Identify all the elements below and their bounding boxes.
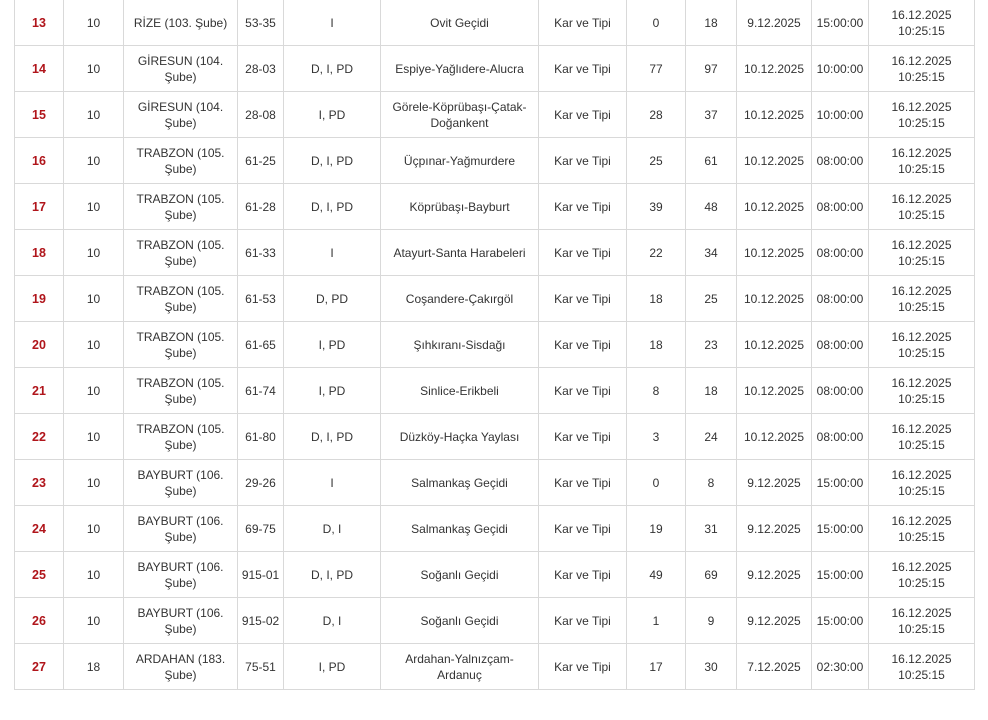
branch-cell: ARDAHAN (183. Şube) <box>124 644 238 690</box>
table-body <box>15 0 975 690</box>
road-section-cell: Coşandere-Çakırgöl <box>381 276 539 322</box>
closure-type-cell: D, I <box>284 598 381 644</box>
closure-date-cell: 9.12.2025 <box>737 552 812 598</box>
closure-type-cell: D, I, PD <box>284 552 381 598</box>
km-end-cell: 24 <box>686 414 737 460</box>
km-end-cell: 9 <box>686 598 737 644</box>
update-time-cell: 16.12.2025 10:25:15 <box>869 552 975 598</box>
closure-type-cell: I, PD <box>284 644 381 690</box>
km-end-cell: 31 <box>686 506 737 552</box>
row-index: 23 <box>15 460 64 506</box>
closure-time-cell: 15:00:00 <box>812 506 869 552</box>
road-section-cell: Salmankaş Geçidi <box>381 506 539 552</box>
closure-date-cell: 9.12.2025 <box>737 0 812 46</box>
road-section-cell: Ardahan-Yalnızçam-Ardanuç <box>381 644 539 690</box>
road-number-cell: 69-75 <box>238 506 284 552</box>
closure-type-cell: D, I <box>284 506 381 552</box>
table-row <box>15 138 975 184</box>
km-end-cell: 18 <box>686 0 737 46</box>
cause-cell: Kar ve Tipi <box>539 460 627 506</box>
road-number-cell: 61-28 <box>238 184 284 230</box>
table-row <box>15 46 975 92</box>
km-end-cell: 61 <box>686 138 737 184</box>
km-start-cell: 77 <box>627 46 686 92</box>
road-number-cell: 915-01 <box>238 552 284 598</box>
closure-type-cell: D, I, PD <box>284 184 381 230</box>
closure-date-cell: 10.12.2025 <box>737 368 812 414</box>
closure-time-cell: 15:00:00 <box>812 552 869 598</box>
km-end-cell: 8 <box>686 460 737 506</box>
branch-cell: TRABZON (105. Şube) <box>124 276 238 322</box>
km-end-cell: 23 <box>686 322 737 368</box>
road-section-cell: Espiye-Yağlıdere-Alucra <box>381 46 539 92</box>
cause-cell: Kar ve Tipi <box>539 92 627 138</box>
cause-cell: Kar ve Tipi <box>539 322 627 368</box>
update-time-cell: 16.12.2025 10:25:15 <box>869 92 975 138</box>
closure-time-cell: 15:00:00 <box>812 598 869 644</box>
row-index: 27 <box>15 644 64 690</box>
region-cell: 10 <box>64 368 124 414</box>
km-start-cell: 28 <box>627 92 686 138</box>
closure-date-cell: 9.12.2025 <box>737 598 812 644</box>
km-end-cell: 97 <box>686 46 737 92</box>
km-start-cell: 3 <box>627 414 686 460</box>
closure-time-cell: 10:00:00 <box>812 46 869 92</box>
cause-cell: Kar ve Tipi <box>539 644 627 690</box>
region-cell: 18 <box>64 644 124 690</box>
road-number-cell: 75-51 <box>238 644 284 690</box>
update-time-cell: 16.12.2025 10:25:15 <box>869 0 975 46</box>
cause-cell: Kar ve Tipi <box>539 230 627 276</box>
road-section-cell: Soğanlı Geçidi <box>381 598 539 644</box>
closure-date-cell: 10.12.2025 <box>737 184 812 230</box>
road-section-cell: Sinlice-Erikbeli <box>381 368 539 414</box>
closure-date-cell: 7.12.2025 <box>737 644 812 690</box>
branch-cell: TRABZON (105. Şube) <box>124 230 238 276</box>
km-start-cell: 17 <box>627 644 686 690</box>
closure-type-cell: I, PD <box>284 368 381 414</box>
road-section-cell: Köprübaşı-Bayburt <box>381 184 539 230</box>
closure-date-cell: 10.12.2025 <box>737 230 812 276</box>
closure-type-cell: I, PD <box>284 322 381 368</box>
cause-cell: Kar ve Tipi <box>539 138 627 184</box>
km-start-cell: 49 <box>627 552 686 598</box>
km-end-cell: 69 <box>686 552 737 598</box>
row-index: 13 <box>15 0 64 46</box>
region-cell: 10 <box>64 138 124 184</box>
update-time-cell: 16.12.2025 10:25:15 <box>869 368 975 414</box>
region-cell: 10 <box>64 460 124 506</box>
branch-cell: TRABZON (105. Şube) <box>124 414 238 460</box>
road-number-cell: 29-26 <box>238 460 284 506</box>
region-cell: 10 <box>64 184 124 230</box>
region-cell: 10 <box>64 414 124 460</box>
region-cell: 10 <box>64 92 124 138</box>
closure-type-cell: D, I, PD <box>284 138 381 184</box>
road-number-cell: 61-33 <box>238 230 284 276</box>
km-start-cell: 1 <box>627 598 686 644</box>
road-number-cell: 61-74 <box>238 368 284 414</box>
road-number-cell: 915-02 <box>238 598 284 644</box>
branch-cell: BAYBURT (106. Şube) <box>124 598 238 644</box>
road-section-cell: Atayurt-Santa Harabeleri <box>381 230 539 276</box>
table-row <box>15 414 975 460</box>
cause-cell: Kar ve Tipi <box>539 552 627 598</box>
branch-cell: RİZE (103. Şube) <box>124 0 238 46</box>
road-number-cell: 53-35 <box>238 0 284 46</box>
closure-time-cell: 08:00:00 <box>812 230 869 276</box>
row-index: 26 <box>15 598 64 644</box>
road-closures-table <box>14 0 975 690</box>
road-section-cell: Üçpınar-Yağmurdere <box>381 138 539 184</box>
closure-date-cell: 10.12.2025 <box>737 322 812 368</box>
table-row <box>15 552 975 598</box>
km-start-cell: 22 <box>627 230 686 276</box>
closure-date-cell: 10.12.2025 <box>737 276 812 322</box>
row-index: 14 <box>15 46 64 92</box>
region-cell: 10 <box>64 0 124 46</box>
closure-type-cell: I <box>284 230 381 276</box>
update-time-cell: 16.12.2025 10:25:15 <box>869 46 975 92</box>
road-section-cell: Soğanlı Geçidi <box>381 552 539 598</box>
km-end-cell: 48 <box>686 184 737 230</box>
closure-time-cell: 15:00:00 <box>812 460 869 506</box>
cause-cell: Kar ve Tipi <box>539 506 627 552</box>
road-number-cell: 61-65 <box>238 322 284 368</box>
closure-date-cell: 10.12.2025 <box>737 92 812 138</box>
table-row <box>15 184 975 230</box>
branch-cell: BAYBURT (106. Şube) <box>124 552 238 598</box>
closure-type-cell: D, PD <box>284 276 381 322</box>
row-index: 25 <box>15 552 64 598</box>
road-number-cell: 28-03 <box>238 46 284 92</box>
branch-cell: TRABZON (105. Şube) <box>124 322 238 368</box>
closure-time-cell: 08:00:00 <box>812 276 869 322</box>
table-row <box>15 92 975 138</box>
table-row <box>15 0 975 46</box>
region-cell: 10 <box>64 598 124 644</box>
closure-type-cell: D, I, PD <box>284 46 381 92</box>
closure-type-cell: I <box>284 460 381 506</box>
closure-date-cell: 9.12.2025 <box>737 460 812 506</box>
closure-time-cell: 10:00:00 <box>812 92 869 138</box>
km-start-cell: 18 <box>627 322 686 368</box>
closure-time-cell: 02:30:00 <box>812 644 869 690</box>
km-end-cell: 18 <box>686 368 737 414</box>
closure-date-cell: 9.12.2025 <box>737 506 812 552</box>
closure-type-cell: I, PD <box>284 92 381 138</box>
road-number-cell: 61-25 <box>238 138 284 184</box>
row-index: 18 <box>15 230 64 276</box>
branch-cell: GİRESUN (104. Şube) <box>124 92 238 138</box>
closure-time-cell: 08:00:00 <box>812 414 869 460</box>
road-section-cell: Salmankaş Geçidi <box>381 460 539 506</box>
road-section-cell: Şıhkıranı-Sisdağı <box>381 322 539 368</box>
closure-time-cell: 08:00:00 <box>812 184 869 230</box>
row-index: 20 <box>15 322 64 368</box>
table-row <box>15 644 975 690</box>
branch-cell: BAYBURT (106. Şube) <box>124 460 238 506</box>
km-start-cell: 19 <box>627 506 686 552</box>
closure-type-cell: I <box>284 0 381 46</box>
road-number-cell: 61-80 <box>238 414 284 460</box>
cause-cell: Kar ve Tipi <box>539 598 627 644</box>
km-end-cell: 30 <box>686 644 737 690</box>
closure-time-cell: 08:00:00 <box>812 368 869 414</box>
region-cell: 10 <box>64 322 124 368</box>
road-section-cell: Ovit Geçidi <box>381 0 539 46</box>
closure-type-cell: D, I, PD <box>284 414 381 460</box>
region-cell: 10 <box>64 552 124 598</box>
closure-time-cell: 08:00:00 <box>812 322 869 368</box>
table-row <box>15 598 975 644</box>
region-cell: 10 <box>64 506 124 552</box>
km-start-cell: 25 <box>627 138 686 184</box>
update-time-cell: 16.12.2025 10:25:15 <box>869 276 975 322</box>
cause-cell: Kar ve Tipi <box>539 46 627 92</box>
update-time-cell: 16.12.2025 10:25:15 <box>869 414 975 460</box>
cause-cell: Kar ve Tipi <box>539 368 627 414</box>
update-time-cell: 16.12.2025 10:25:15 <box>869 460 975 506</box>
update-time-cell: 16.12.2025 10:25:15 <box>869 644 975 690</box>
region-cell: 10 <box>64 46 124 92</box>
cause-cell: Kar ve Tipi <box>539 414 627 460</box>
km-end-cell: 37 <box>686 92 737 138</box>
branch-cell: TRABZON (105. Şube) <box>124 184 238 230</box>
road-section-cell: Düzköy-Haçka Yaylası <box>381 414 539 460</box>
closure-time-cell: 15:00:00 <box>812 0 869 46</box>
cause-cell: Kar ve Tipi <box>539 0 627 46</box>
cause-cell: Kar ve Tipi <box>539 184 627 230</box>
branch-cell: TRABZON (105. Şube) <box>124 368 238 414</box>
km-start-cell: 0 <box>627 460 686 506</box>
road-number-cell: 61-53 <box>238 276 284 322</box>
km-start-cell: 39 <box>627 184 686 230</box>
cause-cell: Kar ve Tipi <box>539 276 627 322</box>
region-cell: 10 <box>64 230 124 276</box>
branch-cell: GİRESUN (104. Şube) <box>124 46 238 92</box>
table-row <box>15 506 975 552</box>
km-start-cell: 18 <box>627 276 686 322</box>
km-end-cell: 25 <box>686 276 737 322</box>
road-closures-table-container <box>14 0 974 690</box>
row-index: 16 <box>15 138 64 184</box>
region-cell: 10 <box>64 276 124 322</box>
update-time-cell: 16.12.2025 10:25:15 <box>869 138 975 184</box>
branch-cell: TRABZON (105. Şube) <box>124 138 238 184</box>
km-start-cell: 0 <box>627 0 686 46</box>
table-row <box>15 230 975 276</box>
closure-date-cell: 10.12.2025 <box>737 138 812 184</box>
update-time-cell: 16.12.2025 10:25:15 <box>869 598 975 644</box>
row-index: 17 <box>15 184 64 230</box>
update-time-cell: 16.12.2025 10:25:15 <box>869 506 975 552</box>
row-index: 24 <box>15 506 64 552</box>
road-number-cell: 28-08 <box>238 92 284 138</box>
closure-time-cell: 08:00:00 <box>812 138 869 184</box>
km-end-cell: 34 <box>686 230 737 276</box>
table-row <box>15 460 975 506</box>
row-index: 21 <box>15 368 64 414</box>
row-index: 22 <box>15 414 64 460</box>
table-row <box>15 276 975 322</box>
table-row <box>15 322 975 368</box>
row-index: 15 <box>15 92 64 138</box>
road-section-cell: Görele-Köprübaşı-Çatak-Doğankent <box>381 92 539 138</box>
update-time-cell: 16.12.2025 10:25:15 <box>869 230 975 276</box>
table-row <box>15 368 975 414</box>
closure-date-cell: 10.12.2025 <box>737 46 812 92</box>
km-start-cell: 8 <box>627 368 686 414</box>
branch-cell: BAYBURT (106. Şube) <box>124 506 238 552</box>
update-time-cell: 16.12.2025 10:25:15 <box>869 322 975 368</box>
update-time-cell: 16.12.2025 10:25:15 <box>869 184 975 230</box>
closure-date-cell: 10.12.2025 <box>737 414 812 460</box>
row-index: 19 <box>15 276 64 322</box>
